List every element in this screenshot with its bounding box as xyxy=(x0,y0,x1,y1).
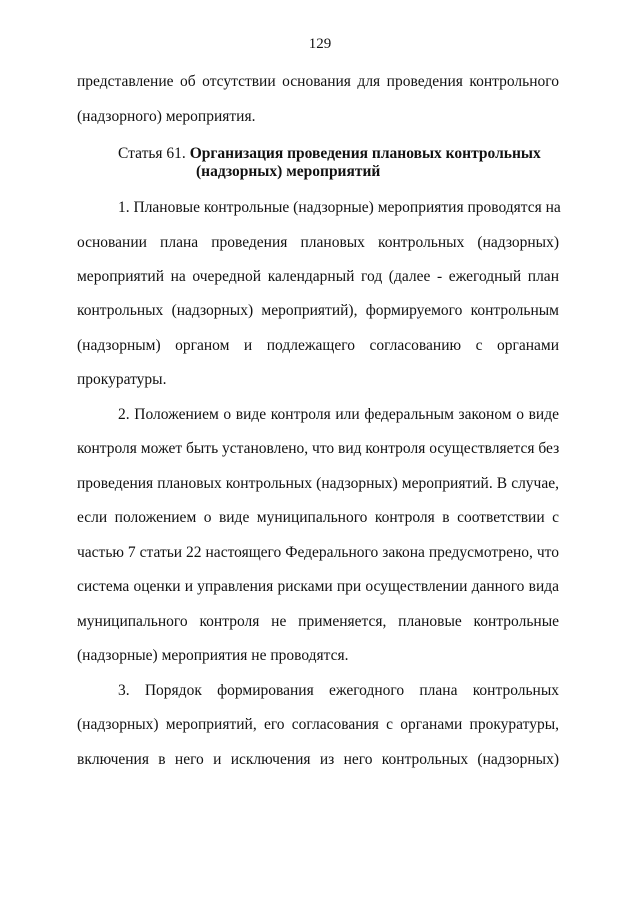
paragraph-2-line-7: муниципального контроля не применяется, плановые контрольные xyxy=(77,613,559,630)
paragraph-2-line-3: проведения плановых контрольных (надзорных) мероприятий. В случае, xyxy=(77,475,559,492)
paragraph-1-line-5: (надзорным) органом и подлежащего согласованию с органами xyxy=(77,337,559,354)
paragraph-2-line-2: контроля может быть установлено, что вид контроля осуществляется без xyxy=(77,440,560,457)
paragraph-1-line-3: мероприятий на очередной календарный год (далее - ежегодный план xyxy=(77,268,559,285)
article-prefix: Статья 61. xyxy=(118,145,186,162)
article-title-line-2: (надзорных) мероприятий xyxy=(196,163,381,180)
paragraph-3-line-1: 3. Порядок формирования ежегодного плана контрольных xyxy=(118,682,559,699)
page-number: 129 xyxy=(308,36,332,52)
paragraph-1-line-6: прокуратуры. xyxy=(77,371,167,388)
paragraph-1-line-4: контрольных (надзорных) мероприятий), формируемого контрольным xyxy=(77,302,559,319)
intro-line-1: представление об отсутствии основания для проведения контрольного xyxy=(77,73,559,90)
intro-line-2: (надзорного) мероприятия. xyxy=(77,108,256,125)
paragraph-3-line-3: включения в него и исключения из него контрольных (надзорных) xyxy=(77,751,559,768)
paragraph-1-line-1: 1. Плановые контрольные (надзорные) мероприятия проводятся на xyxy=(118,199,561,216)
paragraph-2-line-4: если положением о виде муниципального контроля в соответствии с xyxy=(77,509,559,526)
paragraph-2-line-8: (надзорные) мероприятия не проводятся. xyxy=(77,647,349,664)
paragraph-2-line-5: частью 7 статьи 22 настоящего Федерального закона предусмотрено, что xyxy=(77,544,559,561)
paragraph-1-line-2: основании плана проведения плановых контрольных (надзорных) xyxy=(77,234,559,251)
paragraph-3-line-2: (надзорных) мероприятий, его согласования с органами прокуратуры, xyxy=(77,716,559,733)
article-heading xyxy=(118,144,541,164)
paragraph-2-line-1: 2. Положением о виде контроля или федеральным законом о виде xyxy=(118,406,559,423)
article-title-line-1: Организация проведения плановых контрольных xyxy=(189,145,541,162)
paragraph-2-line-6: система оценки и управления рисками при осуществлении данного вида xyxy=(77,578,559,595)
